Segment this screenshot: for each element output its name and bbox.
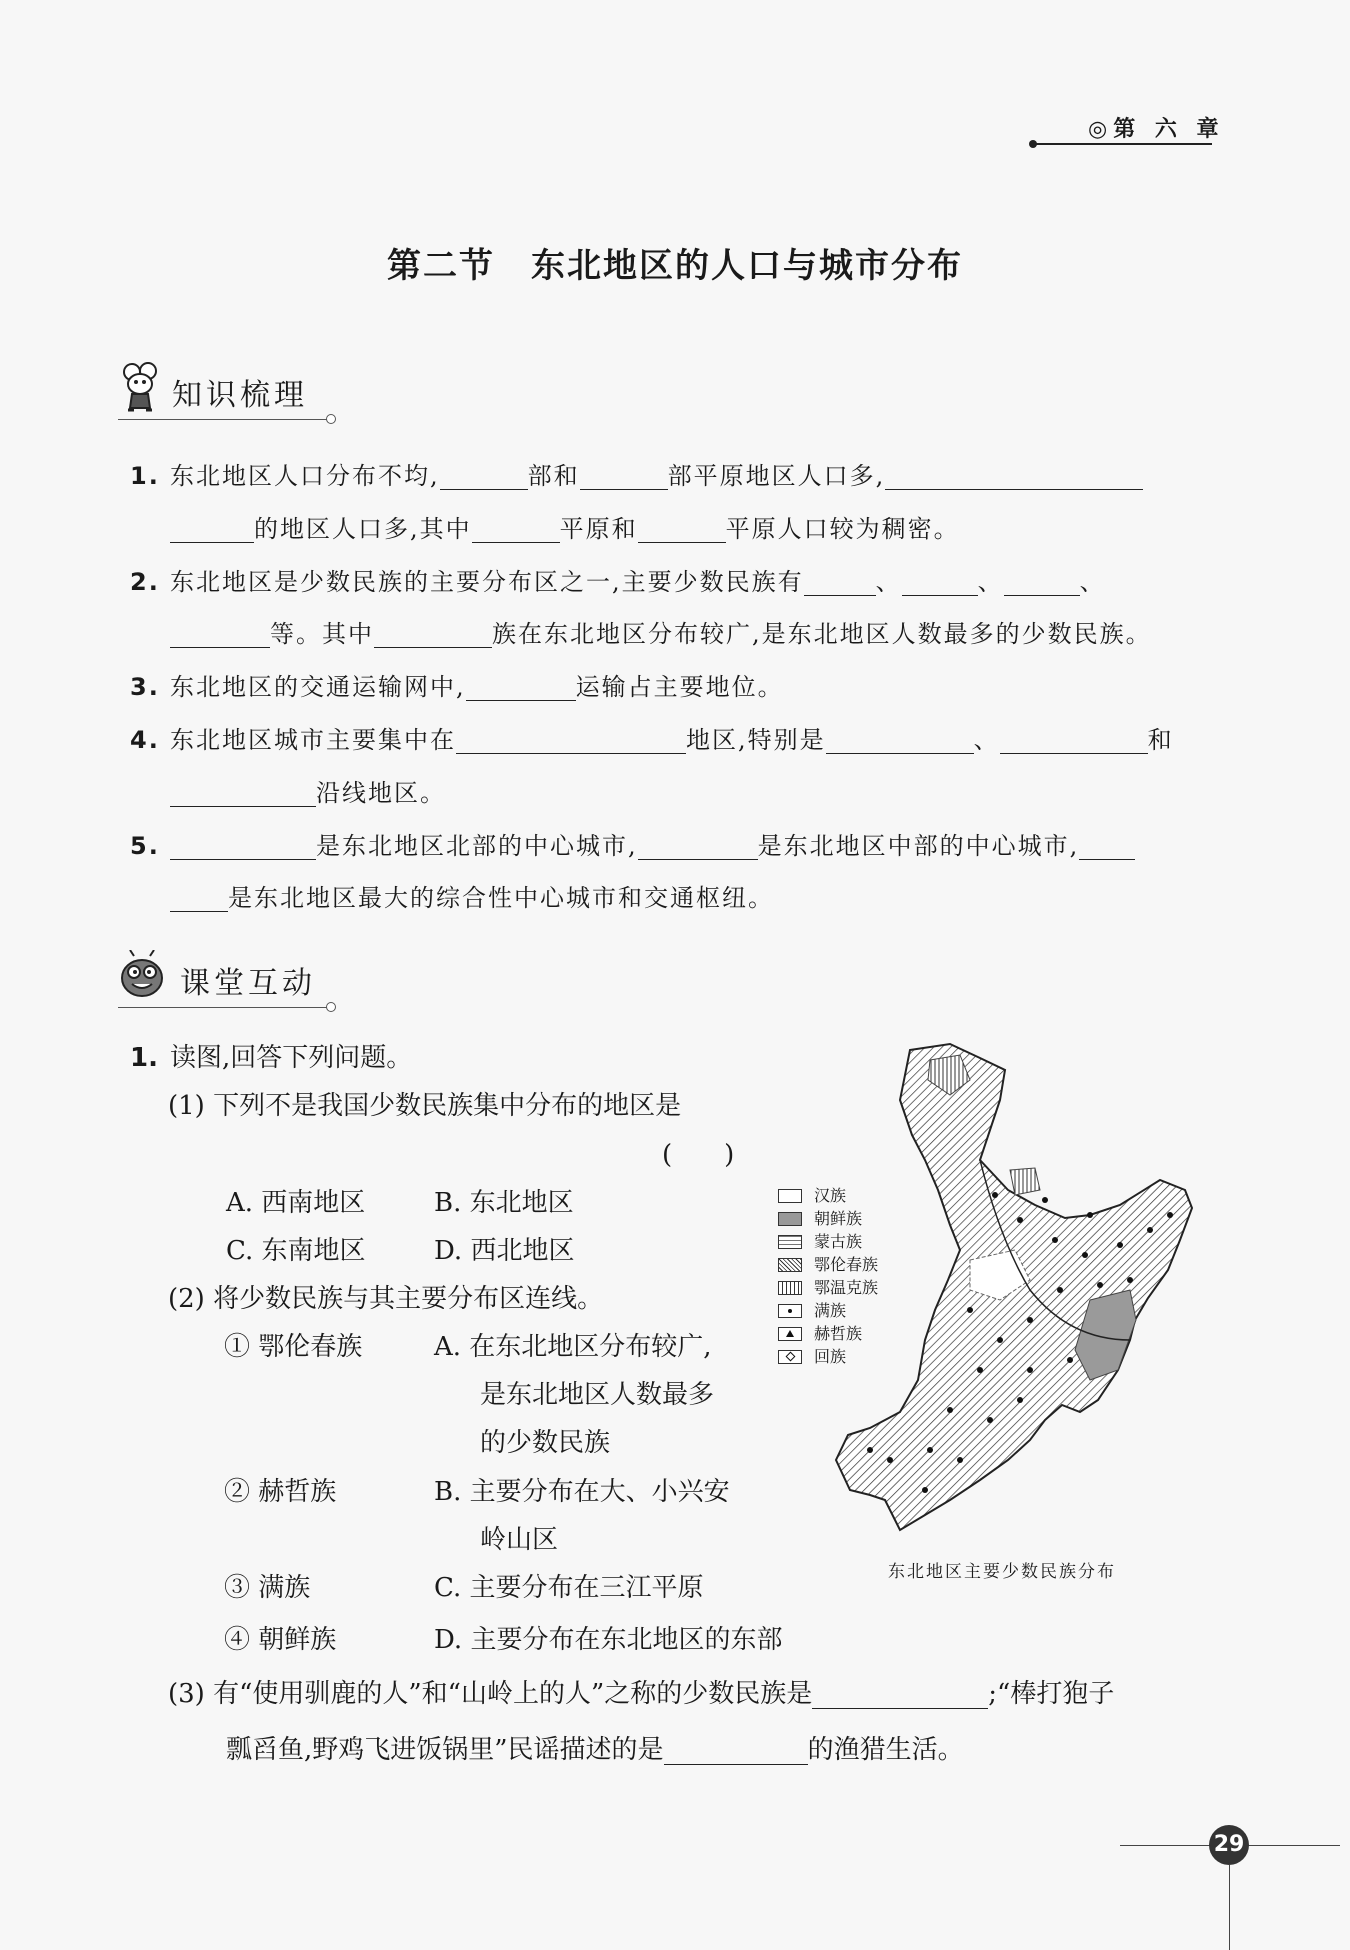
answer-blank[interactable] [885,465,1143,490]
swatch-dashed-icon [778,1235,802,1249]
match-left-1[interactable]: ① 鄂伦春族 [224,1332,363,1362]
page-number-rule-vertical [1229,1865,1230,1950]
section-knowledge-header [118,362,348,422]
question-number: 3. [130,673,160,701]
knowledge-question-4-line-1: 4. 东北地区城市主要集中在 地区,特别是 、 和 [130,726,1174,754]
answer-blank[interactable] [466,676,576,701]
chapter-label: ◎第 六 章 [1088,117,1225,142]
section-interaction-title: 课堂互动 [180,966,316,1001]
answer-blank[interactable] [826,729,974,754]
question-number: 1. [130,462,160,490]
match-left-4[interactable]: ④ 朝鲜族 [224,1625,337,1655]
answer-blank[interactable] [170,518,254,543]
answer-blank[interactable] [472,518,560,543]
match-right-b-line-1[interactable]: B. 主要分布在大、小兴安 [434,1477,730,1507]
question-number: 5. [130,832,160,860]
answer-blank[interactable] [170,835,316,860]
knowledge-question-5-line-2: 是东北地区最大的综合性中心城市和交通枢纽。 [170,884,774,912]
section-underline [118,419,328,420]
answer-blank[interactable] [902,571,978,596]
answer-blank[interactable] [1004,571,1080,596]
swatch-diamond-icon [778,1350,802,1364]
legend-item-manchu: 满族 [778,1299,878,1322]
question-number: 2. [130,568,160,596]
answer-blank[interactable] [440,465,528,490]
legend-item-han: 汉族 [778,1184,878,1207]
mouse-mascot-icon [118,362,166,414]
swatch-blank-icon [778,1189,802,1203]
legend-item-mongol: 蒙古族 [778,1230,878,1253]
question-number: 4. [130,726,160,754]
knowledge-question-2-line-1: 2. 东北地区是少数民族的主要分布区之一,主要少数民族有 、 、 、 [130,568,1106,596]
swatch-triangle-icon [778,1327,802,1341]
answer-blank[interactable] [170,782,316,807]
option-c[interactable]: C. 东南地区 [226,1236,366,1266]
match-right-a-line-2: 是东北地区人数最多 [480,1380,715,1410]
match-right-a-line-1[interactable]: A. 在东北地区分布较广, [434,1332,712,1362]
match-right-a-line-3: 的少数民族 [480,1428,611,1458]
option-a[interactable]: A. 西南地区 [226,1188,366,1218]
answer-blank[interactable] [456,729,686,754]
answer-blank[interactable] [1000,729,1148,754]
match-left-3[interactable]: ③ 满族 [224,1573,311,1603]
answer-blank[interactable] [170,623,270,648]
legend-item-evenki: 鄂温克族 [778,1276,878,1299]
legend-item-hezhen: 赫哲族 [778,1322,878,1345]
option-b[interactable]: B. 东北地区 [434,1188,574,1218]
answer-blank[interactable] [170,887,228,912]
legend-item-oroqen: 鄂伦春族 [778,1253,878,1276]
swatch-diagonal-icon [778,1258,802,1272]
section-underline [118,1007,328,1008]
answer-parentheses[interactable]: ( ) [662,1140,735,1170]
interaction-question-1: 1. 读图,回答下列问题。 [130,1043,413,1073]
swatch-gray-icon [778,1212,802,1226]
answer-blank[interactable] [638,835,758,860]
match-right-c[interactable]: C. 主要分布在三江平原 [434,1573,704,1603]
sub-question-3-line-1: (3) 有“使用驯鹿的人”和“山岭上的人”之称的少数民族是 ;“棒打狍子 [168,1679,1115,1709]
swatch-dot-icon [778,1304,802,1318]
section-knowledge-title: 知识梳理 [172,378,308,413]
section-underline-ring [326,414,336,424]
answer-blank[interactable] [580,465,668,490]
knowledge-question-1-line-1: 1. 东北地区人口分布不均, 部和 部平原地区人口多, [130,462,1143,490]
map-caption: 东北地区主要少数民族分布 [888,1562,1116,1582]
question-number: 1. [130,1043,158,1073]
legend-item-hui: 回族 [778,1345,878,1368]
section-interaction-header [118,950,348,1010]
bug-mascot-icon [118,950,166,1002]
answer-blank[interactable] [664,1736,808,1765]
answer-blank[interactable] [638,518,726,543]
evenki-area [1010,1168,1040,1195]
swatch-vertical-icon [778,1281,802,1295]
section-underline-ring [326,1002,336,1012]
match-right-d[interactable]: D. 主要分布在东北地区的东部 [434,1625,783,1655]
page-title: 第二节 东北地区的人口与城市分布 [387,246,963,286]
sub-question-3-line-2: 瓢舀鱼,野鸡飞进饭锅里”民谣描述的是 的渔猎生活。 [226,1735,964,1765]
northeast-ethnic-map [830,1040,1220,1550]
answer-blank[interactable] [812,1680,988,1709]
legend-item-korean: 朝鲜族 [778,1207,878,1230]
answer-blank[interactable] [804,571,876,596]
option-d[interactable]: D. 西北地区 [434,1236,575,1266]
answer-blank[interactable] [374,623,492,648]
page-number: 29 [1209,1825,1249,1865]
knowledge-question-1-line-2: 的地区人口多,其中 平原和 平原人口较为稠密。 [170,515,960,543]
chapter-rule [1032,143,1212,145]
sub-question-2: (2) 将少数民族与其主要分布区连线。 [168,1284,604,1314]
knowledge-question-4-line-2: 沿线地区。 [170,779,446,807]
knowledge-question-3: 3. 东北地区的交通运输网中, 运输占主要地位。 [130,673,784,701]
knowledge-question-2-line-2: 等。其中 族在东北地区分布较广,是东北地区人数最多的少数民族。 [170,620,1152,648]
match-left-2[interactable]: ② 赫哲族 [224,1477,337,1507]
knowledge-question-5-line-1: 5. 是东北地区北部的中心城市, 是东北地区中部的中心城市, [130,832,1135,860]
sub-question-1: (1) 下列不是我国少数民族集中分布的地区是 [168,1091,682,1121]
match-right-b-line-2: 岭山区 [480,1525,559,1555]
answer-blank[interactable] [1079,835,1135,860]
